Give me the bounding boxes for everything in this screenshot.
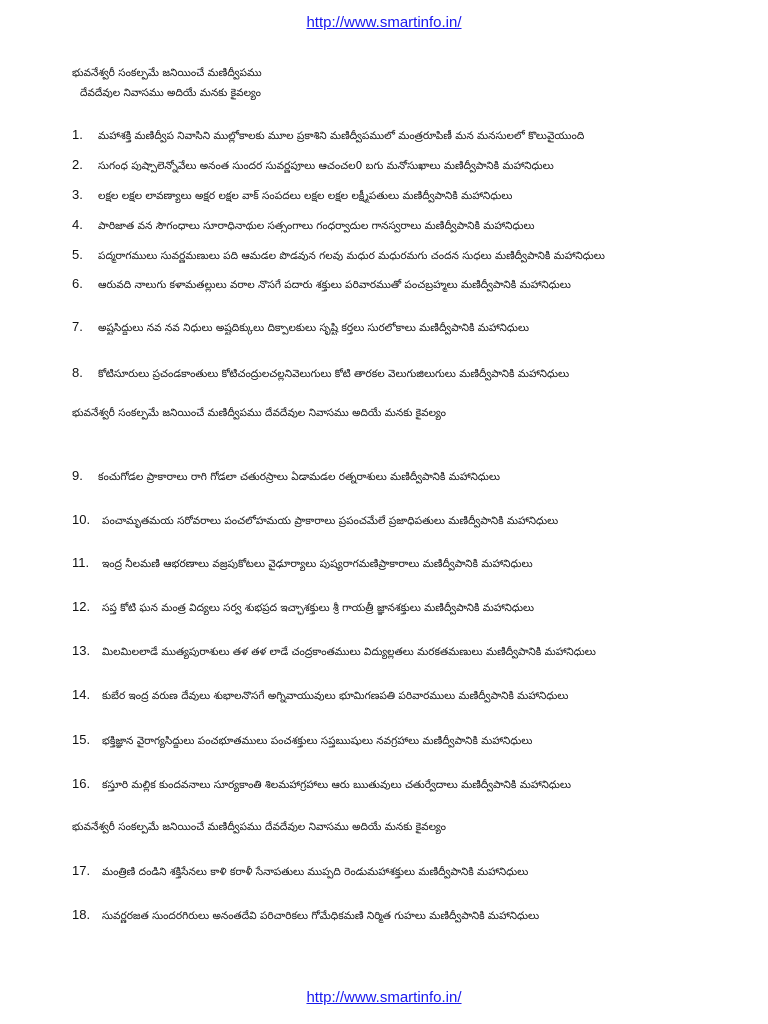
- verse-number: 4.: [72, 218, 83, 232]
- verse-14: [72, 688, 762, 703]
- refrain-1: భువనేశ్వరీ సంకల్పమే జనియించే మణిద్వీపము దేవదేవుల నివాసము అదియే మనకు కైవల్యం: [72, 407, 446, 419]
- verse-7: [72, 320, 762, 335]
- verse-6: [72, 277, 762, 292]
- verse-text: ఆరువది నాలుగు కళామతల్లులు వరాల నొసగే పదారు శక్తులు పరివారముతో పంచబ్రహ్మలు మణిద్వీపానికి మహానిధులు: [98, 279, 571, 291]
- verse-number: 3.: [72, 188, 83, 202]
- verse-text: పారిజాత వన సౌగంధాలు సూరాధినాథుల సత్సంగాలు గంధర్వాదుల గానస్వరాలు మణిద్వీపానికి మహానిధులు: [98, 220, 535, 232]
- verse-number: 16.: [72, 777, 91, 791]
- intro-line-2: దేవదేవుల నివాసము అదియే మనకు కైవల్యం: [80, 87, 261, 99]
- verse-5: [72, 248, 762, 263]
- verse-11: [72, 556, 762, 571]
- verse-2: [72, 158, 762, 173]
- verse-text: సప్త కోటి ఘన మంత్ర విద్యలు సర్వ శుభప్రద ఇచ్ఛాశక్తులు శ్రీ గాయత్రీ జ్ఞానశక్తులు మణిద్వీపానికి మహానిధులు: [102, 602, 535, 614]
- verse-15: [72, 733, 762, 748]
- verse-4: [72, 218, 762, 233]
- intro-line-1: భువనేశ్వరీ సంకల్పమే జనియించే మణిద్వీపము: [72, 67, 262, 79]
- verse-text: మహాశక్తి మణిద్వీప నివాసిని ముల్లోకాలకు మూల ప్రకాశిని మణిద్వీపములో మంత్రరూపిణీ మన మనసులలో కొలువైయుంది: [98, 130, 585, 142]
- verse-text: పంచామృతమయ సరోవరాలు పంచలోహమయ ప్రాకారాలు ప్రపంచమేలే ప్రజాధిపతులు మణిద్వీపానికి మహానిధులు: [102, 515, 559, 527]
- footer-url-link[interactable]: http://www.smartinfo.in/: [306, 989, 462, 1006]
- verse-number: 12.: [72, 600, 91, 614]
- verse-17: [72, 864, 762, 879]
- verse-number: 15.: [72, 733, 91, 747]
- verse-number: 14.: [72, 688, 91, 702]
- verse-1: [72, 128, 762, 143]
- verse-text: అష్టసిద్ధులు నవ నవ నిధులు అష్టదిక్కులు దిక్పాలకులు సృష్టి కర్తలు సురలోకాలు మణిద్వీపానికి మహానిధులు: [98, 322, 530, 334]
- verse-text: కస్తూరి మల్లిక కుందవనాలు సూర్యకాంతి శిలమహాగ్రహాలు ఆరు ఋతువులు చతుర్వేదాలు మణిద్వీపానికి మహానిధులు: [102, 779, 571, 791]
- verse-number: 18.: [72, 908, 91, 922]
- verse-text: కోటిసూరులు ప్రచండకాంతులు కోటిచంద్రులచల్లనివెలుగులు కోటి తారకల వెలుగుజిలుగులు మణిద్వీపానికి మహానిధులు: [98, 368, 570, 380]
- verse-16: [72, 777, 762, 792]
- verse-text: సుగంధ పుష్పాలెన్నోవేలు అనంత సుందర సువర్ణపూలు ఆచంచల0 బగు మనోసుఖాలు మణిద్వీపానికి మహానిధులు: [98, 160, 554, 172]
- verse-number: 10.: [72, 513, 91, 527]
- verse-number: 13.: [72, 644, 91, 658]
- verse-number: 1.: [72, 128, 83, 142]
- verse-8: [72, 366, 762, 381]
- verse-text: కంచుగోడల ప్రాకారాలు రాగి గోడలా చతురస్రాలు ఏడామడల రత్నరాశులు మణిద్వీపానికి మహానిధులు: [98, 471, 500, 483]
- verse-9: [72, 469, 762, 484]
- verse-13: [72, 644, 762, 659]
- verse-number: 9.: [72, 469, 83, 483]
- verse-18: [72, 908, 762, 923]
- header-url-link[interactable]: http://www.smartinfo.in/: [306, 14, 462, 31]
- verse-12: [72, 600, 762, 615]
- verse-number: 7.: [72, 320, 83, 334]
- verse-text: మంత్రిణి దండిని శక్తిసేనలు కాళి కరాళీ సేనాపతులు ముప్పది రెండుమహాశక్తులు మణిద్వీపానికి మహానిధులు: [102, 866, 529, 878]
- verse-text: ఇంద్ర నీలమణి ఆభరణాలు వజ్రపుకోటలు వైఢూర్యాలు పుష్యరాగమణిప్రాకారాలు మణిద్వీపానికి మహానిధులు: [102, 558, 533, 570]
- verse-10: [72, 513, 762, 528]
- verse-number: 6.: [72, 277, 83, 291]
- verse-3: [72, 188, 762, 203]
- verse-text: మిలమిలలాడే ముత్యపురాశులు తళ తళ లాడే చంద్రకాంతములు విద్యుల్లతలు మరకతమణులు మణిద్వీపానికి మహానిధులు: [102, 646, 596, 658]
- verse-number: 11.: [72, 556, 90, 570]
- verse-number: 17.: [72, 864, 91, 878]
- verse-text: భక్తిజ్ఞాన వైరాగ్యసిద్ధులు పంచభూతములు పంచశక్తులు సప్తఋషులు నవగ్రహాలు మణిద్వీపానికి మహానిధులు: [102, 735, 533, 747]
- refrain-2: భువనేశ్వరీ సంకల్పమే జనియించే మణిద్వీపము దేవదేవుల నివాసము అదియే మనకు కైవల్యం: [72, 821, 446, 833]
- verse-number: 5.: [72, 248, 83, 262]
- verse-number: 2.: [72, 158, 83, 172]
- verse-text: పద్మరాగములు సువర్ణమణులు పది ఆమడల పొడవున గలవు మధుర మధురమగు చందన సుధలు మణిద్వీపానికి మహానిధులు: [98, 250, 605, 262]
- verse-text: లక్షల లక్షల లావణ్యాలు అక్షర లక్షల వాక్ సంపదలు లక్షల లక్షల లక్ష్మీపతులు మణిద్వీపానికి మహానిధులు: [98, 190, 513, 202]
- verse-text: సువర్ణరజత సుందరగిరులు అనంతదేవి పరిచారికలు గోమేధికమణి నిర్మిత గుహలు మణిద్వీపానికి మహానిధులు: [102, 910, 540, 922]
- verse-number: 8.: [72, 366, 83, 380]
- verse-text: కుబేర ఇంద్ర వరుణ దేవులు శుభాలనొసగే అగ్నివాయువులు భూమిగణపతి పరివారములు మణిద్వీపానికి మహానిధులు: [102, 690, 569, 702]
